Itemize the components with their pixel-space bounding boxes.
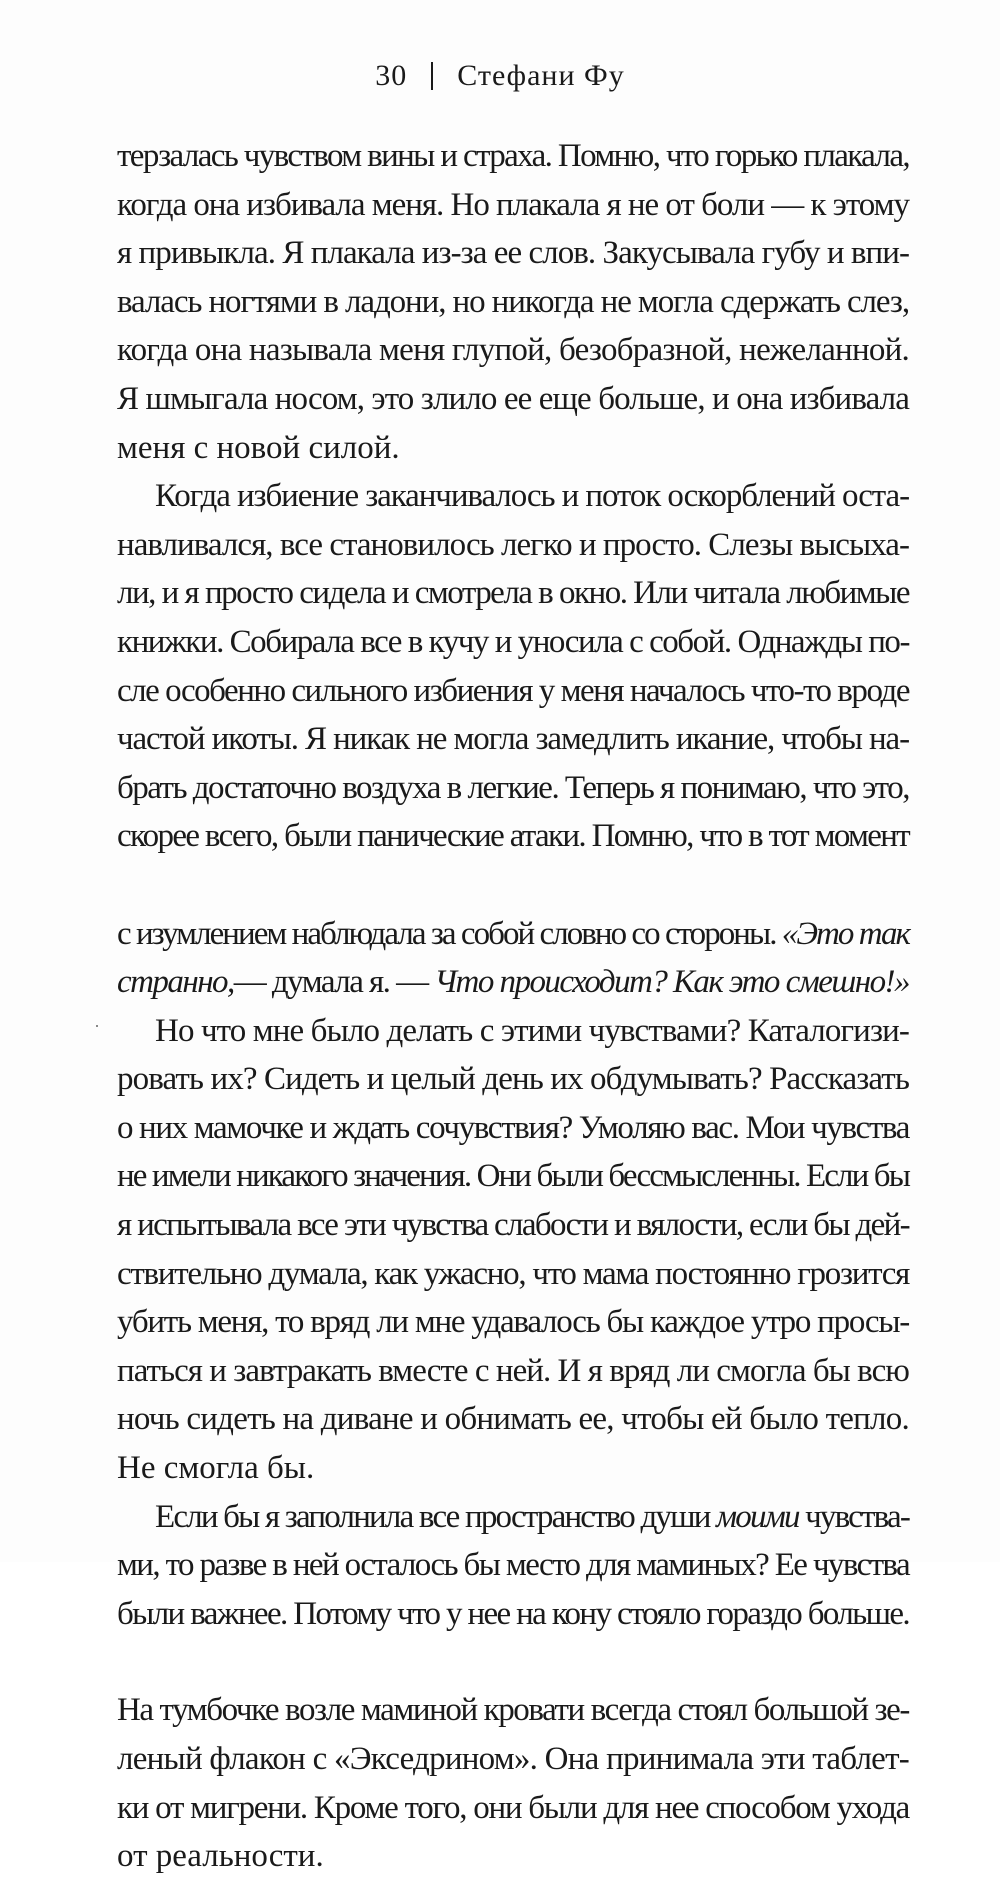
- italic-span: «Это так: [781, 915, 909, 952]
- paragraph-4: [117, 1493, 909, 1639]
- italic-span: моими: [716, 1498, 799, 1535]
- running-head: [0, 56, 1000, 96]
- text-line-mixed: [117, 910, 909, 959]
- text-line: были важнее. Потому что у нее на кону стояло гораздо больше.: [117, 1595, 909, 1632]
- text-line: [117, 861, 909, 910]
- text-line: не имели никакого значения. Они были бессмысленны. Если бы: [117, 1158, 909, 1195]
- text-line: На тумбочке возле маминой кровати всегда стоял большой зе-: [117, 1692, 909, 1729]
- paragraph-5: [117, 1686, 909, 1880]
- header-separator: [431, 62, 433, 90]
- text-line: я привыкла. Я плакала из-за ее слов. Закусывала губу и впи-: [117, 235, 909, 272]
- text-line: частой икоты. Я никак не могла замедлить икание, чтобы на-: [117, 721, 909, 758]
- text-line: валась ногтями в ладони, но никогда не могла сдержать слез,: [117, 283, 909, 320]
- paragraph-3: [117, 1007, 909, 1493]
- paragraph-1: [117, 132, 909, 472]
- paragraph-2: [117, 472, 909, 1007]
- text-line: я испытывала все эти чувства слабости и вялости, если бы дей-: [117, 1207, 909, 1244]
- text-line: Когда избиение заканчивалось и поток оскорблений оста-: [155, 478, 909, 515]
- text-line: Я шмыгала носом, это злило ее еще больше, и она избивала: [117, 380, 909, 417]
- text-line: ночь сидеть на диване и обнимать ее, чтобы ей было тепло.: [117, 1401, 909, 1438]
- text-span: Если бы я заполнила все пространство души: [155, 1498, 717, 1535]
- text-line: ровать их? Сидеть и целый день их обдумывать? Рассказать: [117, 1061, 909, 1098]
- text-line-mixed: [117, 958, 909, 1007]
- text-line: скорее всего, были панические атаки. Помню, что в тот момент: [117, 818, 909, 855]
- text-line: терзалась чувством вины и страха. Помню, что горько плакала,: [117, 138, 909, 174]
- text-line: меня с новой силой.: [117, 429, 400, 466]
- text-line: ли, и я просто сидела и смотрела в окно. Или читала любимые: [117, 575, 910, 612]
- text-line: Но что мне было делать с этими чувствами? Каталогизи-: [155, 1012, 909, 1049]
- italic-span: странно,: [117, 964, 234, 1001]
- section-break: [117, 1638, 909, 1686]
- text-span: с изумлением наблюдала за собой словно со стороны.: [117, 915, 782, 952]
- text-line: убить меня, то вряд ли мне удавалось бы каждое утро просы-: [117, 1304, 909, 1341]
- text-line: навливался, все становилось легко и просто. Слезы высыха-: [117, 526, 909, 563]
- text-line: от реальности.: [117, 1838, 324, 1875]
- text-line: сле особенно сильного избиения у меня началось что-то вроде: [117, 672, 909, 709]
- text-line: когда она избивала меня. Но плакала я не от боли — к этому: [117, 186, 909, 223]
- text-span: чувства-: [798, 1498, 909, 1535]
- text-line-mixed: [117, 1493, 909, 1542]
- text-line: брать достаточно воздуха в легкие. Теперь я понимаю, что это,: [117, 769, 909, 806]
- text-line: когда она называла меня глупой, безобразной, нежеланной.: [117, 332, 909, 369]
- text-span: — думала я. —: [233, 964, 435, 1001]
- author-name: Стефани Фу: [457, 59, 625, 92]
- text-line: паться и завтракать вместе с ней. И я вряд ли смогла бы всю: [117, 1352, 909, 1389]
- text-line: ки от мигрени. Кроме того, они были для нее способом ухода: [117, 1789, 910, 1826]
- margin-speck: [96, 1025, 98, 1027]
- body-text: [117, 132, 909, 1881]
- text-line: ми, то разве в ней осталось бы место для маминых? Ее чувства: [117, 1547, 909, 1584]
- italic-span: Что происходит? Как это смешно!»: [434, 964, 909, 1001]
- page-number: 30: [375, 59, 408, 92]
- text-line: книжки. Собирала все в кучу и уносила с собой. Однажды по-: [117, 623, 909, 660]
- text-line: ствительно думала, как ужасно, что мама постоянно грозится: [117, 1255, 909, 1292]
- text-line: о них мамочке и ждать сочувствия? Умоляю вас. Мои чувства: [117, 1109, 909, 1146]
- text-line: Не смогла бы.: [117, 1450, 315, 1487]
- text-line: леный флакон с «Экседрином». Она принимала эти таблет-: [117, 1741, 909, 1777]
